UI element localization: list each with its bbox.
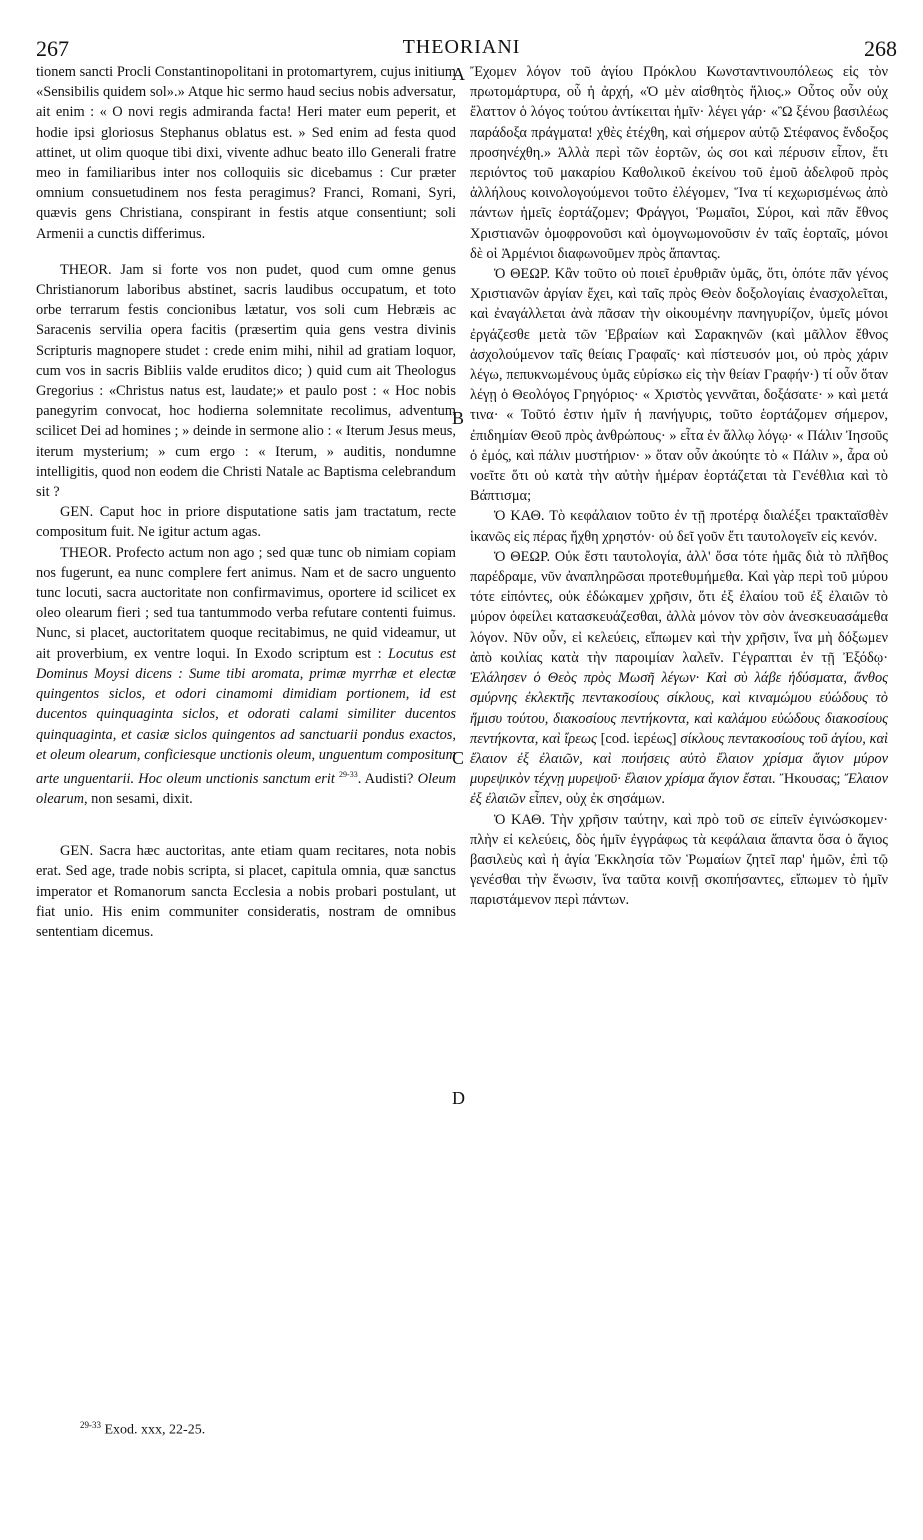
greek-paragraph-5: Ὁ ΚΑΘ. Τὴν χρῆσιν ταύτην, καὶ πρὸ τοῦ σε εἰπεῖν ἐγινώσκομεν· πλὴν εἰ κελεύεις, δὸς ἡμῖν ἐγγράφως τὰ κεφάλαια ἅπαντα ὅσα ὁ ἅγιος βασιλεὺς καὶ ἡ ἁγία Ἐκκλησία τῶν Ῥωμαίων ζητεῖ παρ' ἡμῶν, ἐπὶ τῷ γενέσθαι τὴν ἕνωσιν, ἵνα ταῦτα κοινῇ σκοπήσαντες, εἴπωμεν τὸ ἡμῖν παριστάμενον περὶ πάντων. <box>470 811 888 909</box>
greek-paragraph-1: Ἔχομεν λόγον τοῦ ἁγίου Πρόκλου Κωνσταντινουπόλεως εἰς τὸν πρωτομάρτυρα, οὗ ἡ ἀρχή, «Ὁ μὲν αἰσθητὸς ἥλιος.» Οὗτος οὖν οὐχ ἔλαττον ὁ λόγος τούτου ἀντίκειται ἡμῖν· λέγει γάρ· «Ὢ ξένου βασιλέως παράδοξα πράγματα! χθὲς ἐτέχθη, καὶ σήμερον αὐτῷ Στέφανος ἔνδοξος προσηνέχθη.» Ἀλλὰ περὶ τῶν ἑορτῶν, ὡς σοι καὶ πέρυσιν εἶπον, ἔτι περιόντος τοῦ μακαρίου Καθολικοῦ ἐκείνου τοῦ ἐμοῦ ἀδελφοῦ πρὸς ἀλλήλους κοινολογούμενοι τοῦτο ἐλέγομεν, Ἵνα τί κεχωρισμένως ἀπὸ πάντων ἡμεῖς ἑορτάζομεν; Φράγγοι, Ῥωμαῖοι, Σύροι, καὶ πᾶν ἔθνος Χριστιανῶν ὁμοφρονοῦσι καὶ ὁμογνωμονοῦσιν ἐν ταῖς ἑορταῖς, μόνοι δὲ οἱ Ἀρμένιοι διαφωνοῦμεν πρὸς ἅπαντας. <box>470 64 888 262</box>
latin-paragraph-3: GEN. Caput hoc in priore disputatione satis jam tractatum, recte compositum fuit. Ne igitur actum agas. <box>36 504 456 541</box>
latin-paragraph-5: GEN. Sacra hæc auctoritas, ante etiam quam recitares, nota nobis erat. Sed age, trade nobis scripta, si placet, capitula omnia, quæ sanctus imperator et Romanorum sancta Ecclesia a nobis probari postulant, ut fiat unio. His enim communiter consideratis, nostram de omnibus sententiam dicemus. <box>36 843 456 940</box>
greek-p4-mid: Ἤκουσας; <box>775 771 845 788</box>
greek-p4-lead: Ὁ ΘΕΩΡ. Οὐκ ἔστι ταυτολογία, ἀλλ' ὅσα τότε ἡμᾶς διὰ τὸ πλῆθος παρέδραμε, νῦν ἀναπληρῶσαι προτεθυμήμεθα. Καὶ γὰρ περὶ τοῦ μύρου τότε εἰπόντες, οὐκ ἐδώκαμεν χρῆσιν, ὅτι ἐξ ἐλαίου τοῦ ἐξ ἐλαιῶν τὸ μύρον ὀφείλει κατασκευάζεσθαι, ἀλλὰ μόνον τὸν σὸν ἀνεσκευασάμεθα λόγον. Νῦν οὖν, εἰ κελεύεις, εἴπωμεν καὶ τὴν χρῆσιν, ἵνα μὴ δόξωμεν ἀπὸ κοιλίας κατὰ τὴν παροιμίαν λαλεῖν. Γέγραπται ἐν τῇ Ἐξόδῳ· <box>470 548 888 666</box>
greek-bracket-note: [cod. ἱερέως] <box>596 730 681 747</box>
running-title: THEORIANI <box>402 36 521 58</box>
page-number-left: 267 <box>36 36 69 61</box>
margin-letter-d: D <box>452 1088 465 1108</box>
latin-paragraph-4 <box>36 543 456 809</box>
page-header <box>0 22 923 62</box>
greek-p4-end: εἶπεν, οὐχ ἐκ σησάμων. <box>525 791 666 808</box>
latin-column <box>36 62 456 942</box>
latin-p4-lead: THEOR. Profecto actum non ago ; sed quæ tunc ob nimiam copiam nos fugerunt, ea nunc complere fert animus. Nam et de sacro unguento tunc locuti, sacra auctoritate non confirmavimus, oportere id scilicet ex oleo olearum fieri ; sed tua tantummodo verba refutare contenti fuimus. Nunc, si placet, auctoritatem quoque recitabimus, ne quid videamur, ut ait proverbium, ex ventre loqui. In Exodo scriptum est : <box>36 544 456 662</box>
footnote-mark: 29-33 <box>80 1420 101 1430</box>
footnote <box>80 1420 205 1439</box>
margin-letter-a: A <box>452 64 465 84</box>
page-number-right: 268 <box>864 36 897 61</box>
footnote-text: Exod. xxx, 22-25. <box>104 1422 206 1438</box>
margin-letter-c: C <box>452 748 465 768</box>
footnote-ref: 29-33 <box>339 769 358 779</box>
latin-oleum-olearum: Oleum olearum <box>36 770 457 807</box>
greek-elaion-ex-elaion: Ἔλαιον ἐξ ἐλαιῶν <box>470 771 888 808</box>
margin-letter-b: B <box>452 408 465 428</box>
greek-scripture-quote: Ἐλάλησεν ὁ Θεὸς πρὸς Μωσῆ λέγων· Καὶ σὺ λάβε ἡδύσματα, ἄνθος σμύρνης ἐκλεκτῆς πεντακοσίους σίκλους, καὶ κιναμώμου εὐώδους τὸ ἥμισυ τούτου, διακοσίους πεντήκοντα, καὶ καλάμου εὐώδους διακοσίους πεντήκοντα, καὶ ἴρεως <box>470 670 888 747</box>
greek-paragraph-3: Ὁ ΚΑΘ. Τὸ κεφάλαιον τοῦτο ἐν τῇ προτέρᾳ διαλέξει τρακταϊσθὲν ἱκανῶς εἰς πέρας ἤχθη χρηστόν· οὐ δεῖ γοῦν ἔτι ταυτολογεῖν εἰς κενόν. <box>470 508 888 545</box>
latin-p4-end: , non sesami, dixit. <box>83 790 193 807</box>
greek-column <box>470 62 888 911</box>
greek-paragraph-2: Ὁ ΘΕΩΡ. Κἂν τοῦτο οὐ ποιεῖ ἐρυθριᾶν ὑμᾶς, ὅτι, ὁπότε πᾶν γένος Χριστιανῶν ἀργίαν ἔχει, καὶ ταῖς πρὸς Θεὸν δοξολογίαις ἐνασχολεῖται, καὶ ἐναγάλλεται ἀνὰ πᾶσαν τὴν οἰκουμένην πανηγυρίζον, ὑμεῖς μόνοι ἐργάζεσθε μετὰ τῶν Ἑβραίων καὶ Σαρακηνῶν (καὶ μᾶλλον ἔθνος ἀσχολούμενον ταῖς θείαις Γραφαῖς· καὶ πίστευσόν μοι, οὐ πρὸς χάριν λέγω, πεπυκνωμένους ὑμᾶς εὑρίσκω εἰς τὴν θείαν Γραφήν·) τί οὖν ὅταν λέγῃ ὁ Θεολόγος Γρηγόριος· « Χριστὸς γεννᾶται, δοξάσατε· » καὶ μετά τινα· « Τοῦτό ἐστιν ἡμῖν ἡ πανήγυρις, τοῦτο ἑορτάζομεν σήμερον, ἐπιδημίαν Θεοῦ πρὸς ἀνθρώπους· » εἶτα ἐν ἄλλῳ λόγῳ· « Πάλιν Ἰησοῦς ὁ ἐμός, καὶ πάλιν μυστήριον· » ὅταν οὖν ἀκούητε τὸ « Πάλιν », ἆρα οὐ νοεῖτε ὅτι οὐ κατὰ τὴν αὐτὴν ἡμέραν ἑορτάζεται τὰ Γενέθλια καὶ τὸ Βάπτισμα; <box>470 266 888 505</box>
greek-paragraph-4 <box>470 547 888 810</box>
latin-paragraph-2: THEOR. Jam si forte vos non pudet, quod cum omne genus Christianorum laboribus abstinet, sacris laudibus occupatum, et toto orbe terrarum festis concionibus lætatur, vos soli cum Hebræis ac Saracenis servilia opera facitis (præsertim quia gens vestra divinis Scripturis magnopere studet : crede enim mihi, nihil ad gratiam loquor, cum vos in sacris Bibliis valde eruditos dico; ) quid cum ait Theologus Gregorius : «Christus natus est, laudate;» et paulo post : « Hoc nobis panegyrim convocat, hoc hodierna solemnitate recolimus, adventum scilicet Dei ad homines ; » deinde in sermone alio : « Iterum Jesus meus, iterum mysterium; » cum ergo : « Iterum, » auditis, nondumne intelligitis, quod non eodem die Christi Natale ac Baptisma celebrandum sit ? <box>36 261 456 501</box>
latin-scripture-quote: Locutus est Dominus Moysi dicens : Sume tibi aromata, primæ myrrhæ et electæ quingentos siclos, et odori cinamomi dimidiam portionem, id est ducentos quinquaginta siclos, et odorati calami similiter ducentos quinquaginta, et casiæ siclos quingentos ad sanctuarii pondus exactos, et oleum olearum, conficiesque unctionis oleum, unguentum compositum arte unguentarii. Hoc oleum unctionis sanctum erit <box>36 645 456 787</box>
latin-p4-mid: . Audisti? <box>357 770 414 787</box>
latin-paragraph-1: tionem sancti Procli Constantinopolitani in protomartyrem, cujus initium «Sensibilis quidem sol».» Atque hic sermo haud secius nobis adversatur, ait enim : « O novi regis admiranda facta! Heri mater eum peperit, et hodie ipsi gloriosus Stephanus oblatus est. » Sed enim ad festa quod attinet, ut olim quoque tibi dixi, vivente adhuc beato illo Generali fratre meo in familiaribus inter nos colloquiis sic dicebamus : Cur præter omnium consuetudinem nos festa peragimus? Franci, Romani, Syri, quævis gens Christiana, conspirant in festis atque consentiunt; soli Armenii a cunctis differimus. <box>36 64 456 242</box>
greek-scripture-quote-cont: σίκλους πεντακοσίους τοῦ ἁγίου, καὶ ἔλαιον ἐξ ἐλαιῶν, καὶ ποιήσεις αὐτὸ ἔλαιον χρίσμα ἅγιον μύρον μυρεψικὸν τέχνῃ μυρεψοῦ· ἔλαιον χρίσμα ἅγιον ἔσται. <box>470 730 888 788</box>
